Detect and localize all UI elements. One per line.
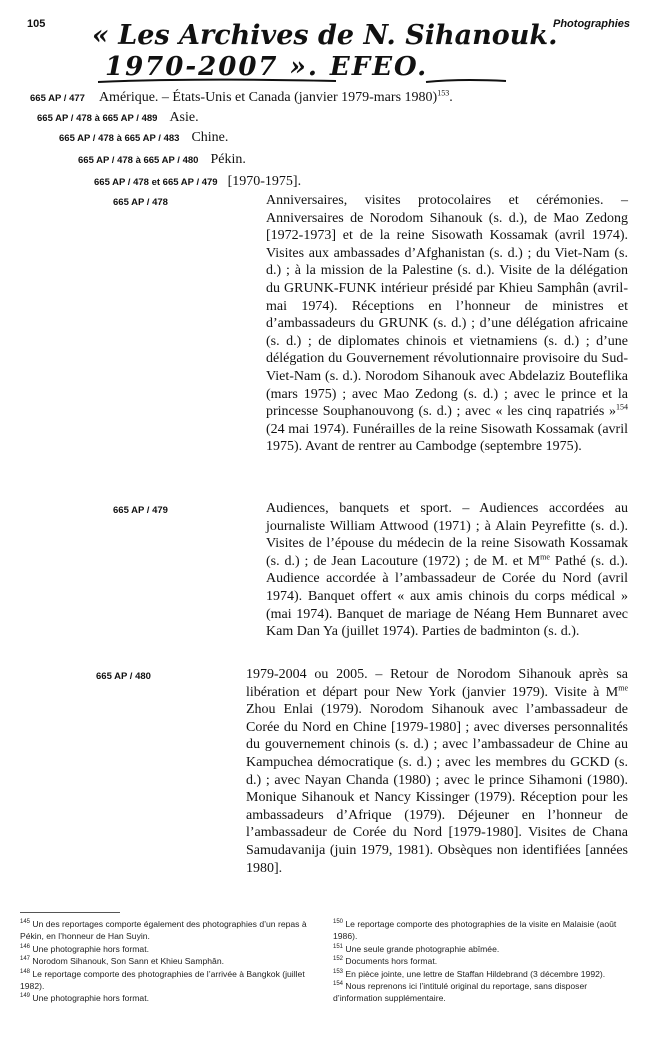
archive-code: 665 AP / 478 à 665 AP / 483 (59, 133, 180, 144)
handwritten-annotation-line1: « Les Archives de N. Sihanouk. (92, 20, 558, 51)
entry-description-479: Audiences, banquets et sport. – Audiences accordées au journaliste William Attwood (1971) ; à Alain Peyrefitte (s. d.). Visites de l’épouse du médecin de la reine Sisowath Kossamak (s. d.) ; de Jean Lacouture (1972) ; de M. et $M^{me}$ Pathé (s. d.). Audience accordée à l’ambassadeur de Corée du Nord (avril 1974). Banquet offert « aux amis chinois du corps médical » (mai 1974). Banquet de mariage de Néang Hem Bunnaret avec Kam Dan Ya (juillet 1974). Parties de badminton (s. d.). (266, 501, 628, 640)
hierarchy-row-asie (37, 108, 199, 126)
footnote: $^{148}$ Le reportage comporte des photographies de l’arrivée à Bangkok (juillet 1982). (20, 968, 305, 992)
archive-code: 665 AP / 477 (30, 93, 85, 104)
archive-code: 665 AP / 478 à 665 AP / 480 (78, 155, 199, 166)
section-title: Photographies (553, 18, 631, 30)
hierarchy-row-pekin (78, 150, 246, 168)
page-number: 105 (27, 18, 46, 30)
footnotes-right (333, 918, 629, 1005)
series-title: Amérique. – États-Unis et Canada (janvier 1979-mars 1980)$^{153}$. (98, 88, 453, 105)
series-title: Pékin. (210, 152, 246, 167)
footnote: $^{151}$ Une seule grande photographie abîmée. (333, 943, 500, 954)
series-title: Asie. (169, 110, 199, 125)
footnote: $^{147}$ Norodom Sihanouk, Son Sann et Khieu Samphân. (20, 956, 224, 967)
footnote-divider (20, 912, 120, 913)
footnote: $^{154}$ Nous reprenons ici l’intitulé original du reportage, sans disposer d’information supplémentaire. (333, 981, 588, 1004)
entry-description-480: 1979-2004 ou 2005. – Retour de Norodom Sihanouk après sa libération et départ pour New York (janvier 1979). Visite à $M^{me}$ Zhou Enlai (1979). Norodom Sihanouk avec l’ambassadeur de Corée du Nord en Chine [1979-1980] ; avec diverses personnalités du gouvernement chinois (s. d.) ; avec l’ambassadeur de Chine au Kampuchea démocratique (s. d.) ; avec les membres du GCKD (s. d.) ; avec Nayan Chanda (1980) ; avec le prince Sihamoni (1980). Monique Sihanouk et Nancy Kissinger (1979). Réception pour les ambassadeurs d’Afrique (1979). Déjeuner en l’honneur de l’ambassadeur de Corée du Nord [1979-1980]. Visites de Chana Samudavanija (juin 1979, 1981). Obsèques non identifiées [années 1980]. (246, 667, 628, 876)
entry-code-478: 665 AP / 478 (113, 197, 168, 208)
footnote-ref: 154 (616, 402, 628, 412)
entry-code-480: 665 AP / 480 (96, 671, 151, 682)
footnote: $^{146}$ Une photographie hors format. (20, 943, 149, 954)
footnote: $^{149}$ Une photographie hors format. (20, 993, 149, 1004)
series-title: Chine. (191, 130, 229, 145)
footnote: $^{150}$ Le reportage comporte des photographies de la visite en Malaisie (août 1986). (333, 919, 617, 942)
archive-code: 665 AP / 478 à 665 AP / 489 (37, 113, 158, 124)
entry-code-479: 665 AP / 479 (113, 505, 168, 516)
archive-code: 665 AP / 478 et 665 AP / 479 (94, 177, 218, 188)
series-title: [1970-1975]. (227, 174, 302, 189)
footnote: $^{152}$ Documents hors format. (333, 956, 438, 967)
hierarchy-row-period (94, 172, 301, 190)
footnote: $^{145}$ Un des reportages comporte également des photographies d’un repas à Pékin, en l’honneur de Han Suyin. (20, 919, 307, 942)
handwritten-annotation-line2: 1970-2007 ». EFEO. (105, 52, 429, 82)
footnote-ref: 153 (437, 88, 450, 98)
hierarchy-row-chine (59, 128, 228, 146)
footnotes-left (20, 918, 310, 1005)
footnote: $^{153}$ En pièce jointe, une lettre de Staffan Hildebrand (3 décembre 1992). (333, 968, 606, 979)
handwritten-underline (96, 76, 516, 86)
hierarchy-row-477 (30, 88, 453, 106)
entry-description-478: Anniversaires, visites protocolaires et cérémonies. – Anniversaires de Norodom Sihanouk (s. d.), de Mao Zedong [1972-1973] et de la reine Sisowath Kossamak (avril 1974). Visites aux ambassades d’Afghanistan (s. d.) ; du Viet-Nam (s. d.) ; à la mission de la Palestine (s. d.). Visite de la délégation du GRUNK-FUNK intérieur présidé par Khieu Samphân (avril-mai 1974). Réceptions en l’honneur de ministres et d’ambassadeurs du GRUNK (s. d.) ; d’une délégation africaine (s. d.) ; de diplomates chinois et vietnamiens (s. d.) ; d’une délégation du Gouvernement révolutionnaire provisoire du Sud-Viet-Nam (s. d.). Norodom Sihanouk avec Abdelaziz Bouteflika (mars 1975) ; avec Mao Zedong (s. d.) ; avec le prince et la princesse Souphanouvong (s. d.) ; avec « les cinq rapatriés »$^{154}$ (24 mai 1974). Funérailles de la reine Sisowath Kossamak (avril 1975). Avant de rentrer au Cambodge (septembre 1975). (266, 193, 628, 455)
